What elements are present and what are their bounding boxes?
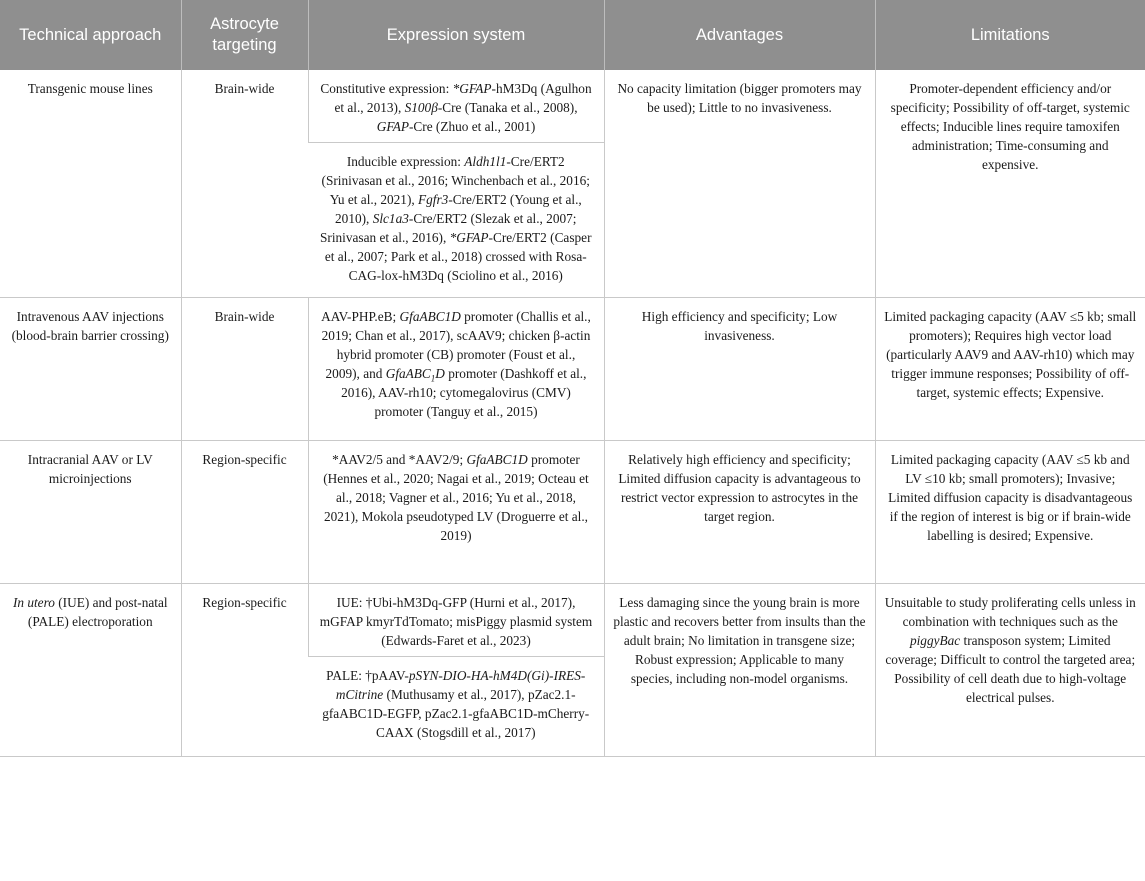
expression-cell: Inducible expression: Aldh1l1-Cre/ERT2 (Srinivasan et al., 2016; Winchenbach et al., 2016; Yu et al., 2021), Fgfr3-Cre/ERT2 (Young et al., 2010), Slc1a3-Cre/ERT2 (Slezak et al., 2007; Srinivasan et al., 2016), *GFAP-Cre/ERT2 (Casper et al., 2007; Park et al., 2018) crossed with Rosa-CAG-lox-hM3Dq (Sciolino et al., 2016)	[308, 143, 604, 298]
table-row	[0, 70, 1145, 143]
approach-cell: Transgenic mouse lines	[0, 70, 181, 298]
table-row	[0, 298, 1145, 441]
targeting-cell: Region-specific	[181, 584, 308, 757]
expression-cell: Constitutive expression: *GFAP-hM3Dq (Agulhon et al., 2013), S100β-Cre (Tanaka et al., 2008), GFAP-Cre (Zhuo et al., 2001)	[308, 70, 604, 143]
advantages-cell: High efficiency and specificity; Low invasiveness.	[604, 298, 875, 441]
header-row	[0, 0, 1145, 70]
table-row	[0, 441, 1145, 584]
targeting-cell: Brain-wide	[181, 298, 308, 441]
header-limitations: Limitations	[875, 0, 1145, 70]
limitations-cell: Unsuitable to study proliferating cells unless in combination with techniques such as the piggyBac transposon system; Limited coverage; Difficult to control the targeted area; Possibility of cell death due to high-voltage electrical pulses.	[875, 584, 1145, 757]
approach-cell: Intracranial AAV or LV microinjections	[0, 441, 181, 584]
targeting-cell: Brain-wide	[181, 70, 308, 298]
limitations-cell: Limited packaging capacity (AAV ≤5 kb; small promoters); Requires high vector load (particularly AAV9 and AAV-rh10) which may trigger immune responses; Possibility of off-target, systemic effects; Expensive.	[875, 298, 1145, 441]
advantages-cell: Relatively high efficiency and specificity; Limited diffusion capacity is advantageous to restrict vector expression to astrocytes in the target region.	[604, 441, 875, 584]
table-row	[0, 584, 1145, 657]
expression-cell: AAV-PHP.eB; GfaABC1D promoter (Challis et al., 2019; Chan et al., 2017), scAAV9; chicken β-actin hybrid promoter (CB) promoter (Foust et al., 2009), and GfaABC$_1$D promoter (Dashkoff et al., 2016), AAV-rh10; cytomegalovirus (CMV) promoter (Tanguy et al., 2015)	[308, 298, 604, 441]
header-expression-system: Expression system	[308, 0, 604, 70]
expression-cell: IUE: †Ubi-hM3Dq-GFP (Hurni et al., 2017), mGFAP kmyrTdTomato; misPiggy plasmid system (Edwards-Faret et al., 2023)	[308, 584, 604, 657]
limitations-cell: Limited packaging capacity (AAV ≤5 kb and LV ≤10 kb; small promoters); Invasive; Limited diffusion capacity is disadvantageous if the region of interest is big or if brain-wide labelling is desired; Expensive.	[875, 441, 1145, 584]
advantages-cell: Less damaging since the young brain is more plastic and recovers better from insults than the adult brain; No limitation in transgene size; Robust expression; Applicable to many species, including non-model organisms.	[604, 584, 875, 757]
approach-cell: In utero (IUE) and post-natal (PALE) electroporation	[0, 584, 181, 757]
expression-cell: *AAV2/5 and *AAV2/9; GfaABC1D promoter (Hennes et al., 2020; Nagai et al., 2019; Octeau et al., 2018; Vagner et al., 2016; Yu et al., 2018, 2021), Mokola pseudotyped LV (Droguerre et al., 2019)	[308, 441, 604, 584]
header-astrocyte-targeting: Astrocyte targeting	[181, 0, 308, 70]
advantages-cell: No capacity limitation (bigger promoters may be used); Little to no invasiveness.	[604, 70, 875, 298]
approach-cell: Intravenous AAV injections (blood-brain barrier crossing)	[0, 298, 181, 441]
targeting-cell: Region-specific	[181, 441, 308, 584]
limitations-cell: Promoter-dependent efficiency and/or specificity; Possibility of off-target, systemic effects; Inducible lines require tamoxifen administration; Time-consuming and expensive.	[875, 70, 1145, 298]
header-technical-approach: Technical approach	[0, 0, 181, 70]
expression-cell: PALE: †pAAV-pSYN-DIO-HA-hM4D(Gi)-IRES-mCitrine (Muthusamy et al., 2017), pZac2.1-gfaABC1D-EGFP, pZac2.1-gfaABC1D-mCherry-CAAX (Stogsdill et al., 2017)	[308, 657, 604, 757]
header-advantages: Advantages	[604, 0, 875, 70]
